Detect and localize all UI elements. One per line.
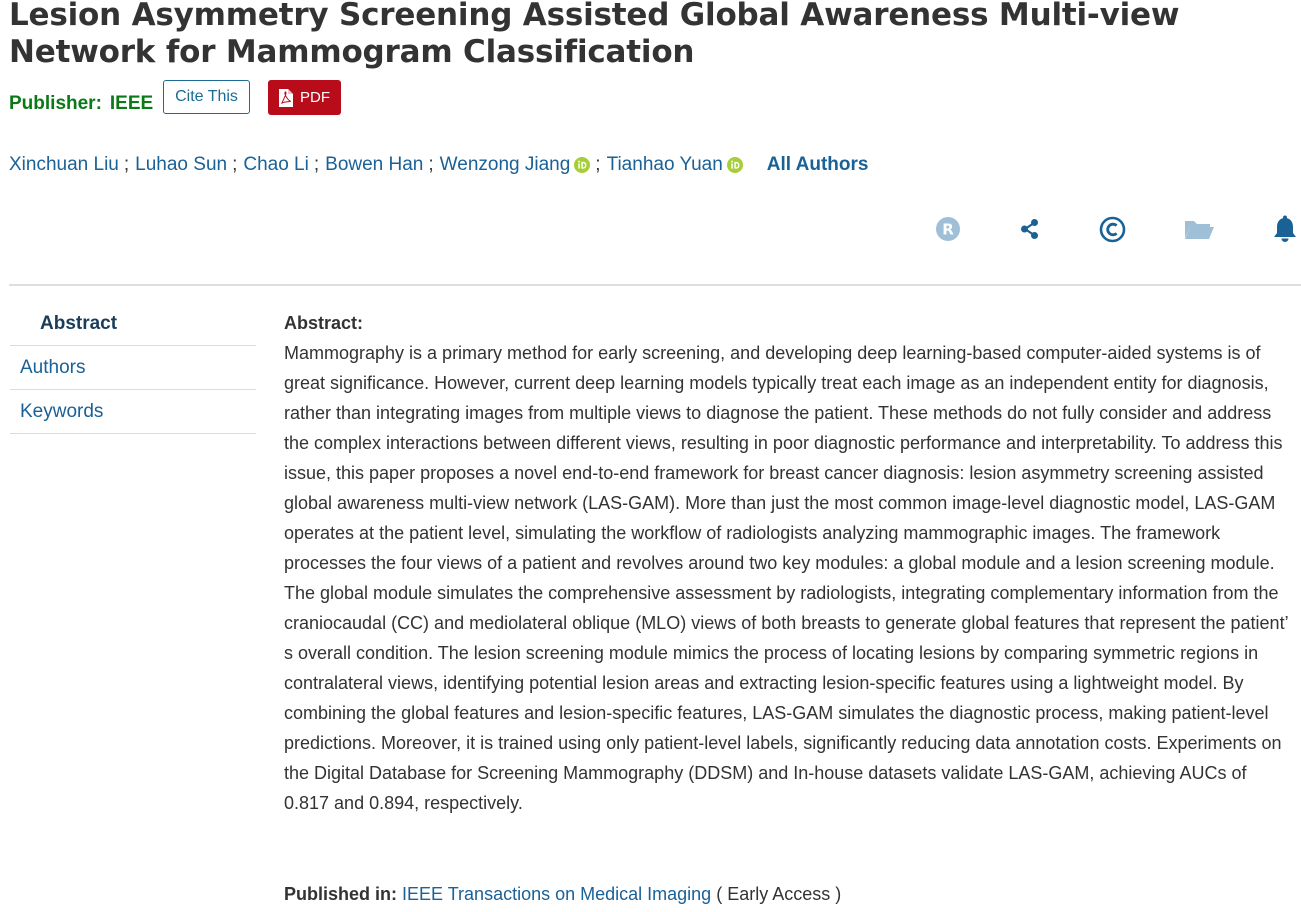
author-list (9, 154, 868, 176)
author-separator: ; (595, 154, 601, 175)
document-sidenav (10, 302, 256, 434)
cite-this-button[interactable]: Cite This (163, 80, 250, 114)
all-authors-link[interactable]: All Authors (766, 154, 869, 175)
author-link[interactable]: Luhao Sun (135, 154, 228, 175)
rights-icon (935, 216, 961, 242)
bell-icon (1272, 215, 1298, 243)
publisher-label: Publisher: (9, 93, 102, 114)
pdf-file-icon (279, 89, 293, 107)
section-divider (9, 284, 1301, 286)
copyright-button[interactable] (1097, 214, 1127, 244)
author-separator: ; (428, 154, 434, 175)
sidenav-item-abstract[interactable]: Abstract (10, 302, 256, 346)
publisher-name: IEEE (109, 93, 154, 114)
pdf-button[interactable] (268, 80, 341, 115)
share-button[interactable] (1018, 214, 1042, 244)
author-separator: ; (123, 154, 130, 175)
orcid-icon[interactable] (574, 157, 590, 173)
author-link[interactable]: Wenzong Jiang (439, 154, 571, 175)
publisher (9, 93, 153, 115)
alerts-button[interactable] (1271, 214, 1299, 244)
abstract-section (284, 311, 1296, 818)
published-in-label: Published in: (284, 884, 398, 904)
rights-permissions-button[interactable] (934, 214, 962, 244)
article-title: Lesion Asymmetry Screening Assisted Global Awareness Multi-view Network for Mammogram Classification (9, 0, 1180, 70)
journal-link[interactable]: IEEE Transactions on Medical Imaging (402, 884, 712, 904)
author-link[interactable]: Tianhao Yuan (606, 154, 723, 175)
abstract-heading: Abstract: (284, 313, 364, 333)
folder-icon (1184, 218, 1215, 240)
sidenav-item-authors[interactable]: Authors (10, 346, 256, 390)
svg-text:R: R (942, 220, 954, 239)
publication-status: ( Early Access ) (716, 884, 842, 904)
pdf-button-label: PDF (300, 89, 330, 106)
author-link[interactable]: Chao Li (243, 154, 309, 175)
author-separator: ; (313, 154, 320, 175)
abstract-text: Mammography is a primary method for early screening, and developing deep learning-based computer-aided systems is of great significance. However, current deep learning models typically treat each image as an independent entity for diagnosis, rather than integrating images from multiple views to diagnose the patient. These methods do not fully consider and address the complex interactions between different views, resulting in poor diagnostic performance and interpretability. To address this issue, this paper proposes a novel end-to-end framework for breast cancer diagnosis: lesion asymmetry screening assisted global awareness multi-view network (LAS-GAM). More than just the most common image-level diagnostic model, LAS-GAM operates at the patient level, simulating the workflow of radiologists analyzing mammographic images. The framework processes the four views of a patient and revolves around two key modules: a global module and a lesion screening module. The global module simulates the comprehensive assessment by radiologists, integrating complementary information from the craniocaudal (CC) and mediolateral oblique (MLO) views of both breasts to generate global features that represent the patient’ s overall condition. The lesion screening module mimics the process of locating lesions by comparing symmetric regions in contralateral views, identifying potential lesion areas and extracting lesion-specific features using a lightweight model. By combining the global features and lesion-specific features, LAS-GAM simulates the diagnostic process, making patient-level predictions. Moreover, it is trained using only patient-level labels, significantly reducing data annotation costs. Experiments on the Digital Database for Screening Mammography (DDSM) and In-house datasets validate LAS-GAM, achieving AUCs of 0.817 and 0.894, respectively. (284, 343, 1288, 813)
sidenav-item-keywords[interactable]: Keywords (10, 390, 256, 434)
author-link[interactable]: Bowen Han (325, 154, 424, 175)
save-to-folder-button[interactable] (1183, 214, 1215, 244)
share-icon (1020, 218, 1040, 240)
orcid-icon[interactable] (727, 157, 743, 173)
published-in (284, 884, 841, 905)
author-link[interactable]: Xinchuan Liu (9, 154, 119, 175)
copyright-icon (1099, 216, 1126, 243)
author-separator: ; (232, 154, 238, 175)
